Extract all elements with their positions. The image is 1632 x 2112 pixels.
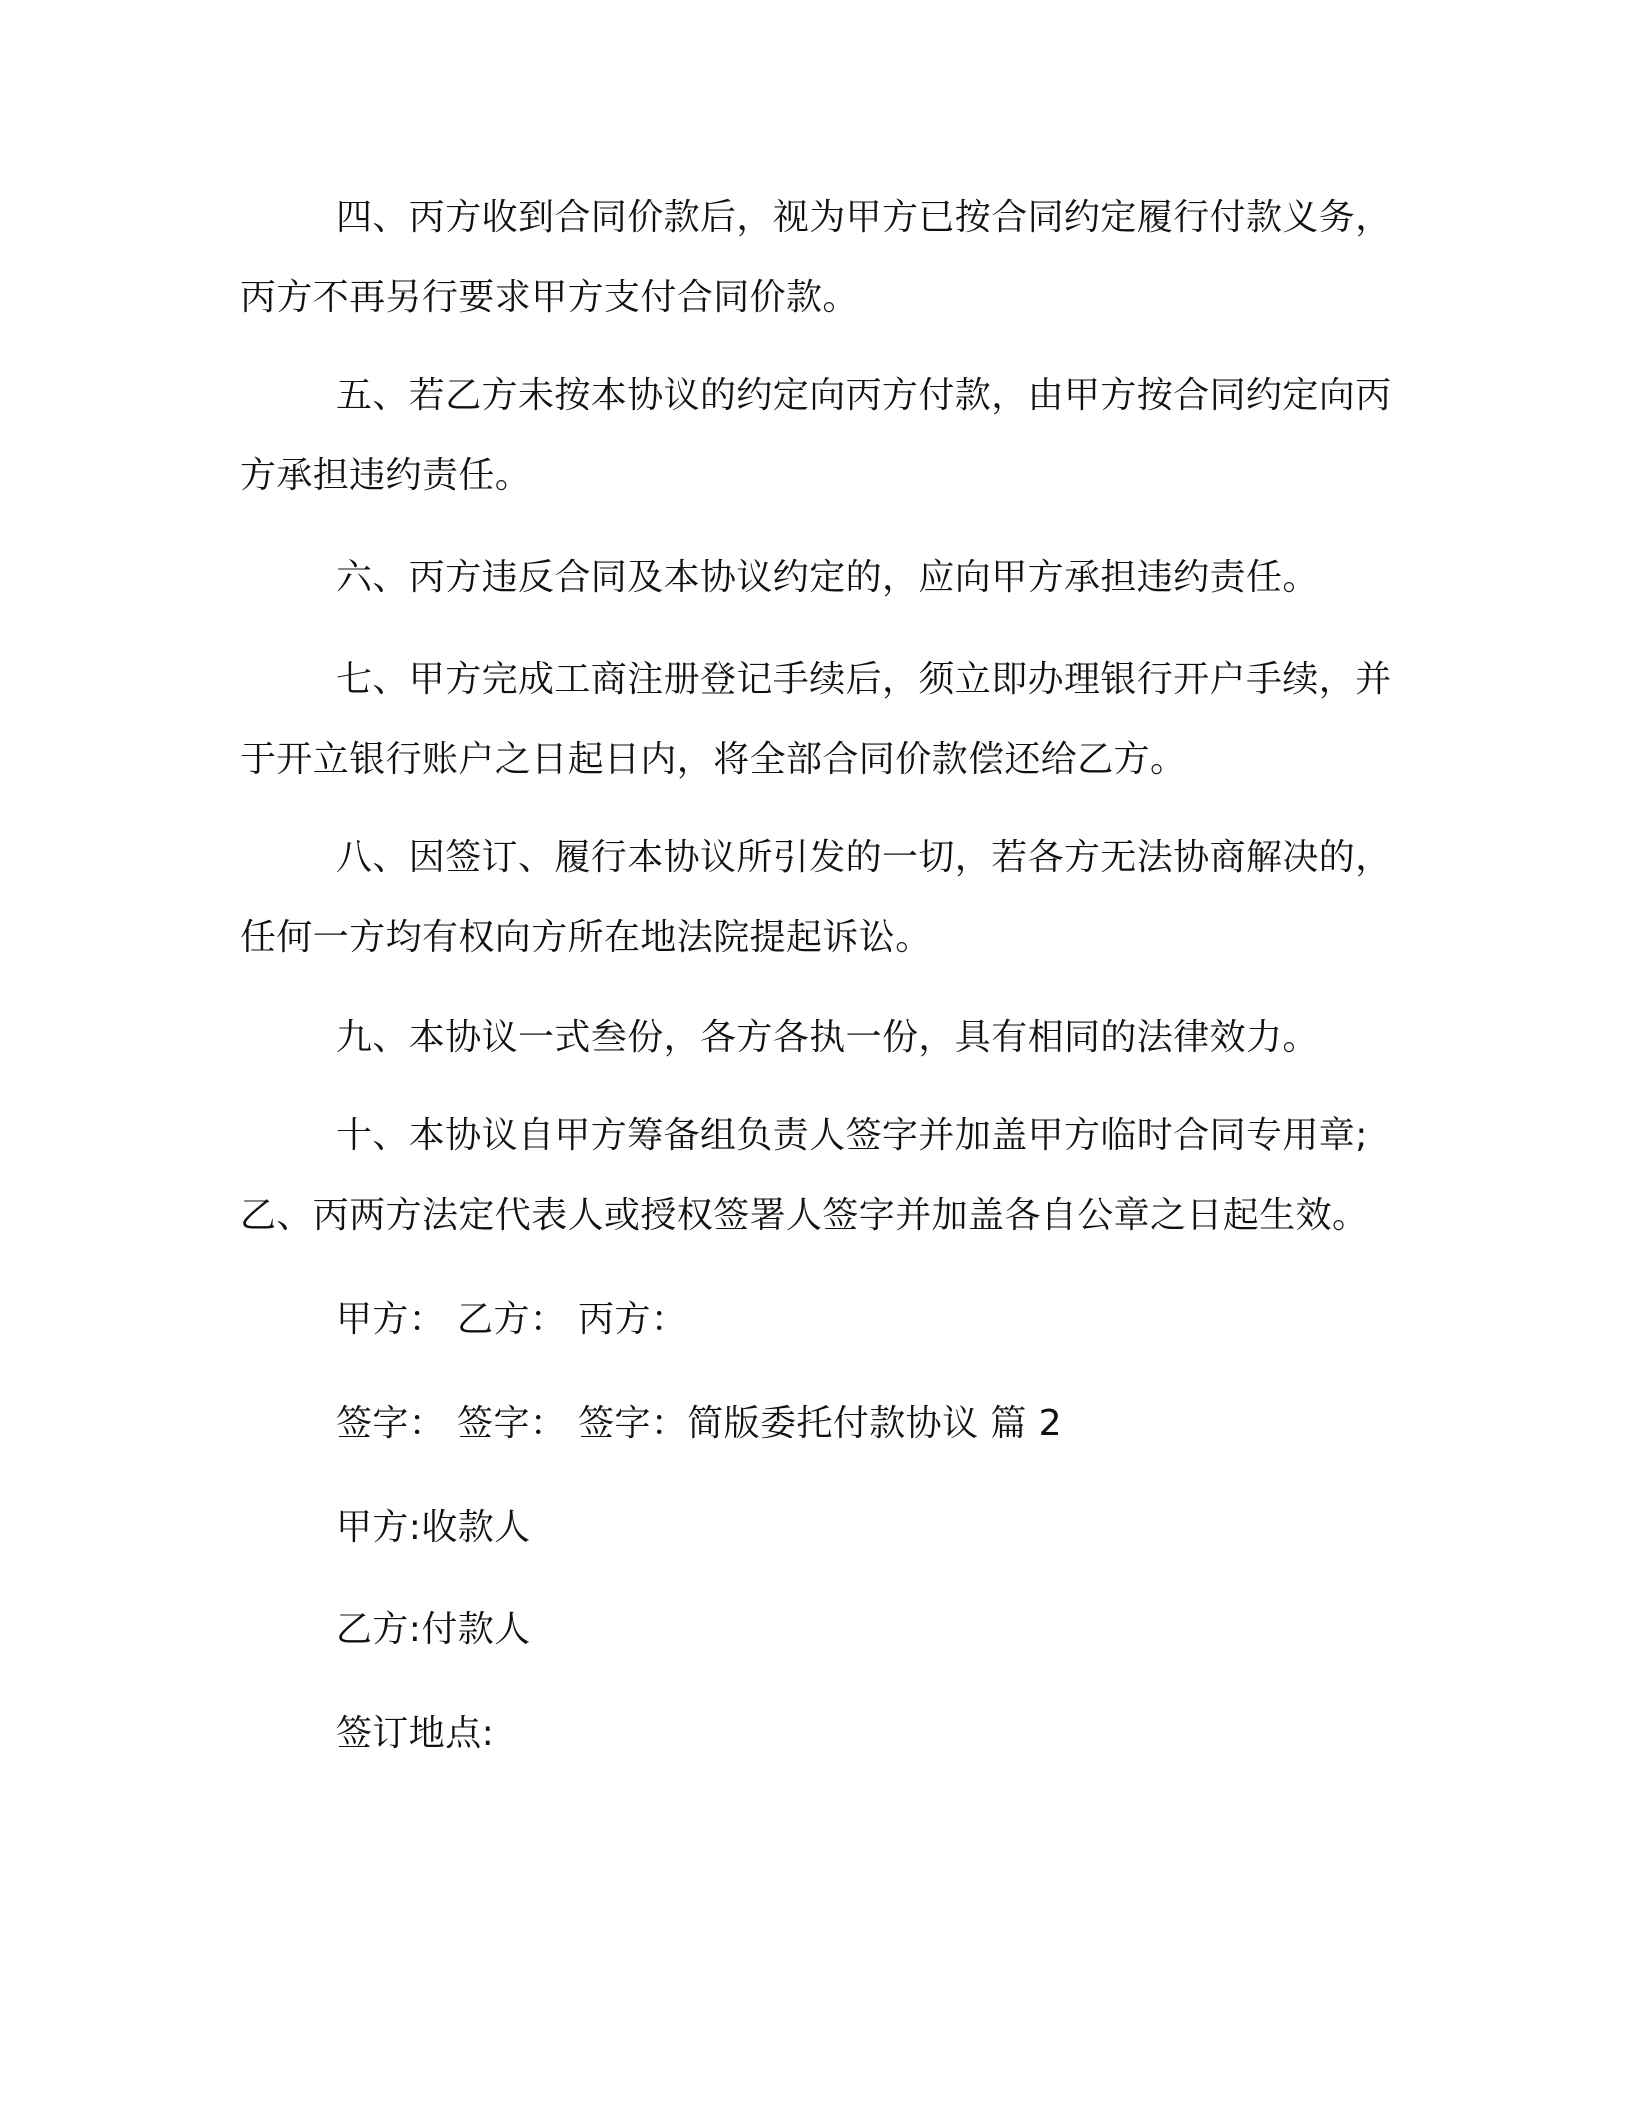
- clause-6: 六、丙方违反合同及本协议约定的，应向甲方承担违约责任。: [336, 557, 1319, 598]
- clause-9: 九、本协议一式叁份，各方各执一份，具有相同的法律效力。: [336, 1017, 1319, 1058]
- clause-8: 八、因签订、履行本协议所引发的一切，若各方无法协商解决的，任何一方均有权向方所在地法院提起诉讼。: [240, 837, 1392, 958]
- signature-line: 签字： 签字： 签字：简版委托付款协议 篇 2: [336, 1403, 1062, 1444]
- parties-line: 甲方： 乙方： 丙方：: [336, 1299, 688, 1340]
- sign-place-line: 签订地点:: [336, 1713, 495, 1754]
- party-b-line: 乙方:付款人: [336, 1609, 531, 1650]
- clause-4: 四、丙方收到合同价款后，视为甲方已按合同约定履行付款义务，丙方不再另行要求甲方支付合同价款。: [240, 197, 1392, 318]
- clause-7: 七、甲方完成工商注册登记手续后，须立即办理银行开户手续，并于开立银行账户之日起日内，将全部合同价款偿还给乙方。: [240, 659, 1392, 780]
- clause-10: 十、本协议自甲方筹备组负责人签字并加盖甲方临时合同专用章;乙、丙两方法定代表人或授权签署人签字并加盖各自公章之日起生效。: [240, 1115, 1369, 1236]
- party-a-line: 甲方:收款人: [336, 1507, 531, 1548]
- clause-5: 五、若乙方未按本协议的约定向丙方付款，由甲方按合同约定向丙方承担违约责任。: [240, 375, 1392, 496]
